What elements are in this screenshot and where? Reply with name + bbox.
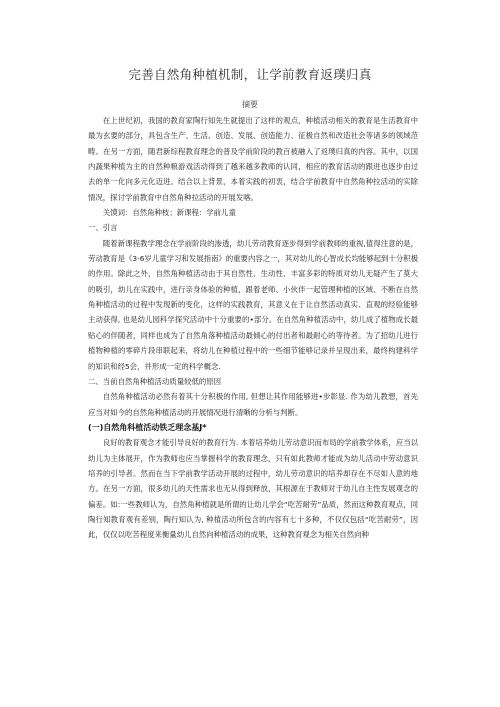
concept-paragraph: 良好的教育观念才能引导良好的教育行为. 本着培养幼儿劳动意识而布局的学前教学体系，应当以幼儿为主体展开，作为教师也应当掌握科学的教育理念，只有如此教师才能成为幼儿活动中劳动意识培养的引导者。然而在当下学前教学活动开展的过程中，幼儿劳动意识的培养却存在不尽如人意的地方。在另一方面，很多幼儿的天性需求也无从得到释放，其根源在于教师对于幼儿自主性发展观念的偏差。如:一些教师认为，自然角种植就是所谓的让幼儿学会“吃苦耐劳”品质，然而这种教育观点，同陶行知教育观有差别，陶行知认为, 种植活动所包含的内容有七十多种，不仅仅包括“吃苦耐劳”，因此，仅仅以吃苦程度来衡量幼儿自然向种植活动的成果，这种教育观念为相关自然向种 — [88, 438, 418, 540]
reasons-intro-paragraph: 自然角种植活动必然有着其十分积极的作用, 但想让其作用能够进•步彰显. 作为幼儿教想，首先应当对如今的自然角种植活动的开展情况进行清晰的分析与判断。 — [88, 392, 418, 417]
keywords-line: 关馍词：自然角种枝；新课程：学前儿童 — [102, 208, 236, 218]
introduction-paragraph: 随着新课程教学理念在学前阶段的渗透，幼儿劳动教育逐步得到学前教师的重视,值得注意的是，劳动教育是《3-6岁儿童学习和发展指南》的重要内容之一，其对幼儿的心智成长均能够起到十分积极的作用。除此之外，自然角种植活动由于其自然性、生动性、丰富多彩的特质对幼儿无疑产生了莫大的吸引，幼儿在实践中，进行亲身体验的种植，跟着老师、小伙伴一起管理种植的区域、不断在自然角种植活动的过程中发现新的变化，这样的实践教育，其意义在于让自然活动真实、直观的经验能够主动获得, 也是幼儿园科学探究活动中十分重要的•部分。在自然角种植活动中，幼儿成了植物成长最贴心的伴随者，同样也成为了自然角落种植活动最倾心的付出者和最耐心的等待者。为了招幼儿进行植物种植的零碎片段串联起来，将幼儿在种植过程中的一些细节能够记录并呈现出来，最终构建科学的知识和经5会，并形成一定的科学概念. — [88, 238, 418, 371]
abstract-paragraph: 在上世纪初，我国的教育家陶行知先生就提出了这样的观点，种植活动相关的教育是生活教育中最为玄要的部分，具包含生产、生活、创造、发展、创造能力、征极自然和改造社会等诸多的领域范畴。在另一方面，随君新综程教育理念的普及学前阶段的教百被融入了返璞归真的内容。其中，以国内蔬果种植为主的自然种粮游戏活动得到了越来越多教师的认同，相应的教育活动的跟进也逐步由过去的单一化向多元化迈进。结合以上背景，本着实践的初衷，结合学前教育中自然角种拉活动的实除情况，探讨学前教育中自然角种拉活动的开展发喀。 — [88, 116, 418, 202]
subsection-heading-concept: (一)自然角科植活动铁乏理念基J* — [88, 422, 207, 432]
abstract-heading: 摘要 — [242, 100, 258, 109]
section-heading-introduction: 一、引言 — [88, 223, 118, 233]
document-title: 完善自然角种植机制，让学前教育返璞归真 — [128, 67, 372, 82]
section-heading-reasons: 二、当前自然角种植活动质量较低的原因 — [88, 376, 222, 386]
document-body — [88, 113, 418, 543]
